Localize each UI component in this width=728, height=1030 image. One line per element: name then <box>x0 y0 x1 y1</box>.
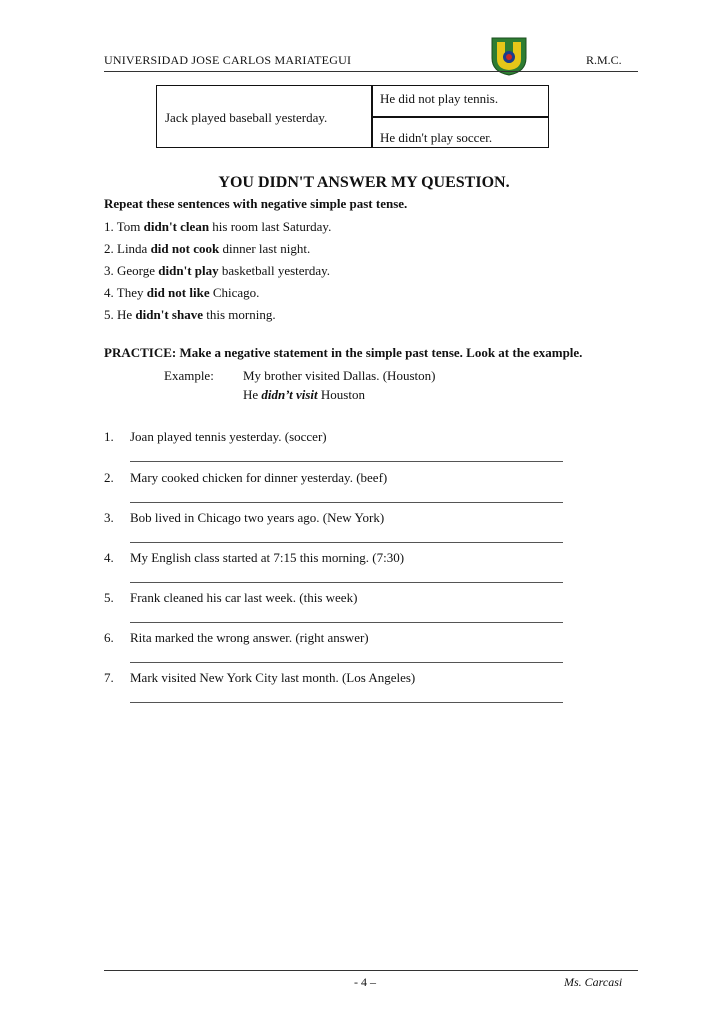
line-verb: did not cook <box>150 241 220 256</box>
repeat-line-1 <box>104 219 331 235</box>
line-verb: didn't clean <box>143 219 210 234</box>
line-text: 2. Linda <box>104 241 151 256</box>
line-verb: didn't play <box>158 263 219 278</box>
answer-blank[interactable] <box>130 622 563 623</box>
item-prompt: Joan played tennis yesterday. (soccer) <box>130 429 327 444</box>
header-institution: UNIVERSIDAD JOSE CARLOS MARIATEGUI <box>104 53 352 67</box>
practice-heading: PRACTICE: Make a negative statement in the simple past tense. Look at the example. <box>104 345 583 360</box>
footer-author: Ms. Carcasi <box>564 975 623 989</box>
item-prompt: Mark visited New York City last month. (Los Angeles) <box>130 670 416 685</box>
answer-blank[interactable] <box>130 502 563 503</box>
header-initials: R.M.C. <box>586 53 622 67</box>
line-text: 3. George <box>104 263 159 278</box>
example-sentence: My brother visited Dallas. (Houston) <box>243 368 436 383</box>
repeat-line-2 <box>104 241 310 257</box>
item-prompt: My English class started at 7:15 this morning. (7:30) <box>130 550 405 565</box>
answer-blank[interactable] <box>130 461 563 462</box>
item-number: 1. <box>104 429 114 444</box>
table-row-divider <box>371 116 549 118</box>
item-prompt: Bob lived in Chicago two years ago. (New York) <box>130 510 385 525</box>
line-text: 5. He <box>104 307 136 322</box>
answer-blank[interactable] <box>130 582 563 583</box>
example-answer-text: He <box>243 387 262 402</box>
repeat-line-3 <box>104 263 330 279</box>
university-logo-icon <box>490 36 528 76</box>
header-divider <box>104 71 638 72</box>
item-number: 4. <box>104 550 114 565</box>
repeat-heading: Repeat these sentences with negative simple past tense. <box>104 196 408 211</box>
line-text: his room last Saturday. <box>209 219 332 234</box>
line-text: 1. Tom <box>104 219 144 234</box>
footer-divider <box>104 970 638 971</box>
line-text: Chicago. <box>209 285 260 300</box>
answer-blank[interactable] <box>130 702 563 703</box>
answer-blank[interactable] <box>130 662 563 663</box>
repeat-line-4 <box>104 285 259 301</box>
answer-blank[interactable] <box>130 542 563 543</box>
item-number: 3. <box>104 510 114 525</box>
item-prompt: Frank cleaned his car last week. (this week) <box>130 590 358 605</box>
table-cell-negative-1: He did not play tennis. <box>380 91 499 106</box>
example-table <box>156 85 549 148</box>
item-number: 6. <box>104 630 114 645</box>
item-prompt: Rita marked the wrong answer. (right answer) <box>130 630 369 645</box>
line-text: basketball yesterday. <box>218 263 331 278</box>
example-answer <box>243 387 365 403</box>
example-answer-verb: didn’t visit <box>261 387 318 402</box>
item-number: 5. <box>104 590 114 605</box>
example-label: Example: <box>164 368 214 383</box>
page-number: - 4 – <box>354 975 376 989</box>
section-title: YOU DIDN'T ANSWER MY QUESTION. <box>218 174 510 191</box>
example-answer-text: Houston <box>317 387 365 402</box>
table-cell-affirmative: Jack played baseball yesterday. <box>165 110 328 125</box>
line-text: dinner last night. <box>219 241 311 256</box>
item-number: 2. <box>104 470 114 485</box>
table-cell-negative-2: He didn't play soccer. <box>380 130 493 145</box>
line-text: this morning. <box>202 307 276 322</box>
repeat-line-5 <box>104 307 276 323</box>
item-prompt: Mary cooked chicken for dinner yesterday. (beef) <box>130 470 388 485</box>
line-verb: didn't shave <box>135 307 203 322</box>
item-number: 7. <box>104 670 114 685</box>
line-verb: did not like <box>146 285 210 300</box>
line-text: 4. They <box>104 285 147 300</box>
